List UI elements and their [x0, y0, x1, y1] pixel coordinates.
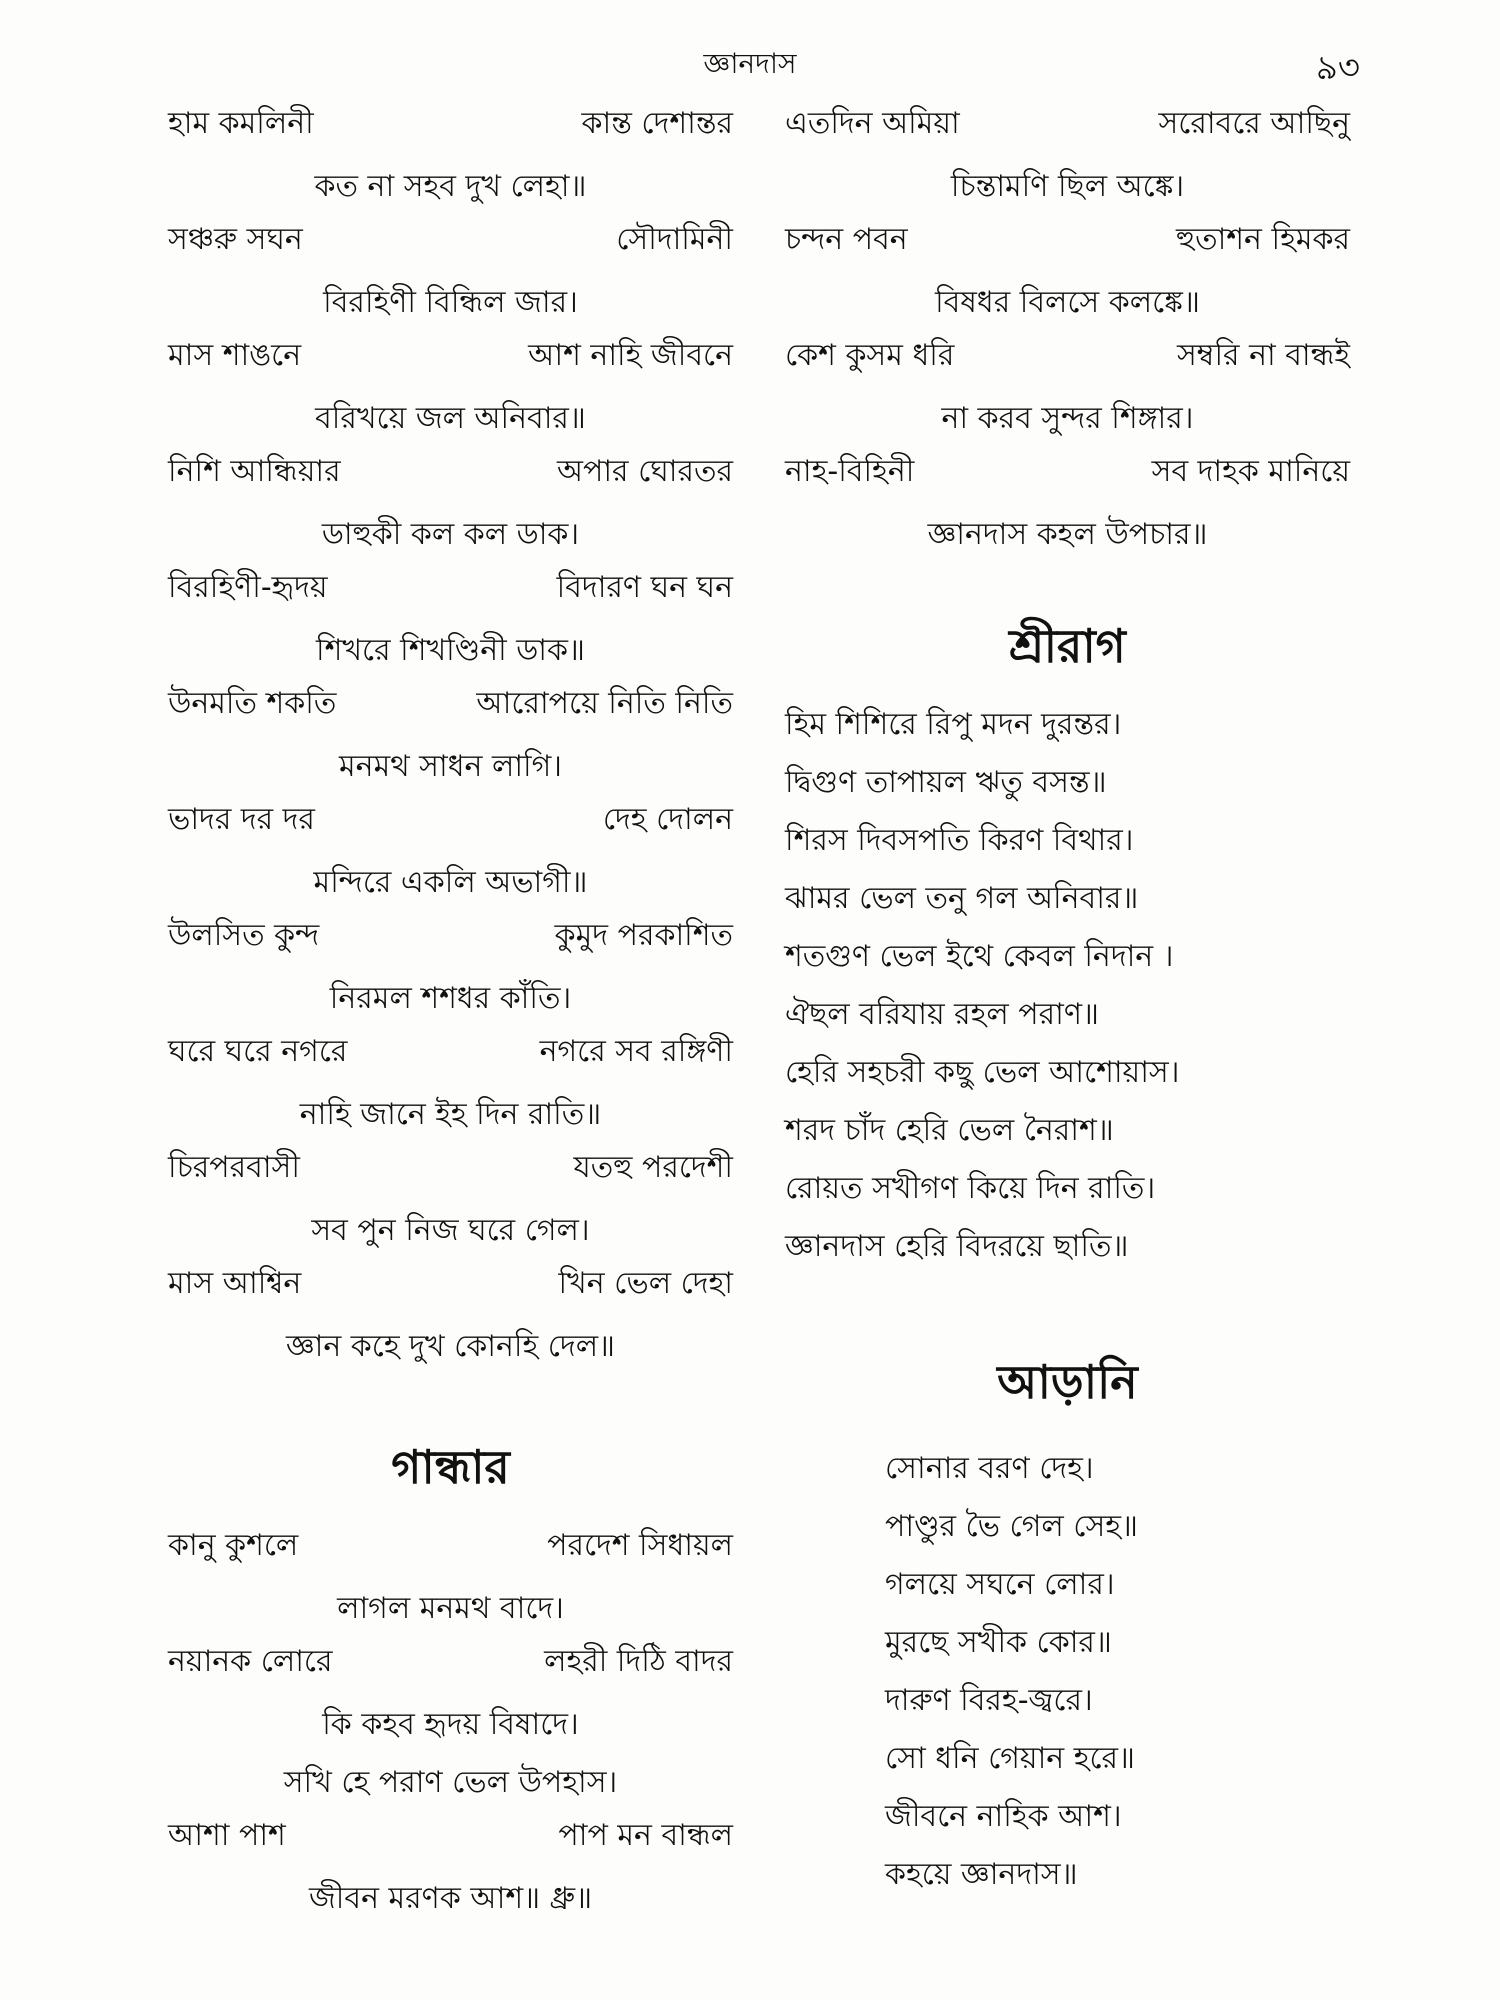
- verse-phrase: উনমতি শকতি: [168, 686, 337, 721]
- verse-line: দ্বিগুণ তাপায়ল ঋতু বসন্ত॥: [785, 765, 1107, 800]
- couplet-line: [168, 1260, 733, 1318]
- verse-phrase: বিরহিণী-হৃদয়: [168, 570, 328, 605]
- verse-line: কহয়ে জ্ঞানদাস॥: [885, 1857, 1078, 1892]
- verse-phrase: সঞ্চরু সঘন: [168, 222, 303, 257]
- verse-line: হিম শিশিরে রিপু মদন দুরন্তর।: [785, 707, 1122, 742]
- verse-phrase: আশা পাশ: [168, 1818, 286, 1853]
- refrain-line: ডাহুকী কল কল ডাক।: [321, 517, 580, 552]
- verse-phrase: লহরী দিঠি বাদর: [544, 1644, 733, 1679]
- verse-phrase: কানু কুশলে: [168, 1528, 299, 1563]
- right-column: [785, 100, 1350, 1904]
- gandhar-poem: [168, 1522, 733, 1928]
- refrain-line: সব পুন নিজ ঘরে গেল।: [311, 1213, 590, 1248]
- verse-line: শিরস দিবসপতি কিরণ বিথার।: [785, 823, 1134, 858]
- verse-line: সোনার বরণ দেহ।: [885, 1451, 1094, 1486]
- right-poem: [785, 100, 1350, 564]
- refrain-line: লাগল মনমথ বাদে।: [337, 1591, 564, 1626]
- verse-line: শতগুণ ভেল ইথে কেবল নিদান ।: [785, 939, 1174, 974]
- refrain-line: মনমথ সাধন লাগি।: [339, 749, 562, 784]
- refrain-line: চিন্তামণি ছিল অঙ্কে।: [950, 169, 1185, 204]
- couplet-line: [168, 796, 733, 854]
- couplet-line: [785, 332, 1350, 390]
- verse-phrase: কেশ কুসম ধরি: [785, 338, 955, 373]
- verse-phrase: আরোপয়ে নিতি নিতি: [476, 686, 733, 721]
- verse-line: গলয়ে সঘনে লোর।: [885, 1567, 1115, 1602]
- verse-line: সো ধনি গেয়ান হরে॥: [885, 1741, 1135, 1776]
- left-poem: [168, 100, 733, 1376]
- refrain-line: জ্ঞানদাস কহল উপচার॥: [927, 517, 1208, 552]
- verse-line: শরদ চাঁদ হেরি ভেল নৈরাশ॥: [785, 1113, 1114, 1148]
- verse-phrase: উলসিত কুন্দ: [168, 918, 320, 953]
- verse-phrase: কুমুদ পরকাশিত: [554, 918, 733, 953]
- refrain-line: কত না সহব দুখ লেহা॥: [314, 169, 587, 204]
- verse-phrase: কান্ত দেশান্তর: [581, 106, 733, 141]
- verse-line: রোয়ত সখীগণ কিয়ে দিন রাতি।: [785, 1171, 1156, 1206]
- verse-line: ঝামর ভেল তনু গল অনিবার॥: [785, 881, 1139, 916]
- couplet-line: [168, 564, 733, 622]
- couplet-line: [785, 216, 1350, 274]
- couplet-line: [168, 1638, 733, 1696]
- verse-line: ঐছল বরিযায় রহল পরাণ॥: [785, 997, 1099, 1032]
- verse-phrase: মাস শাঙনে: [168, 338, 302, 373]
- refrain-line: জ্ঞান কহে দুখ কোনহি দেল॥: [285, 1329, 616, 1364]
- verse-phrase: যতহু পরদেশী: [573, 1150, 733, 1185]
- verse-phrase: নগরে সব রঙ্গিণী: [539, 1034, 733, 1069]
- section-heading-sriraag: শ্রীরাগ: [1009, 619, 1126, 673]
- refrain-line: নাহি জানে ইহ দিন রাতি॥: [299, 1097, 602, 1132]
- verse-phrase: মাস আশ্বিন: [168, 1266, 302, 1301]
- couplet-line: [168, 912, 733, 970]
- verse-phrase: সৌদামিনী: [616, 222, 733, 257]
- verse-line: জীবনে নাহিক আশ।: [885, 1799, 1122, 1834]
- couplet-line: [168, 448, 733, 506]
- verse-phrase: এতদিন অমিয়া: [785, 106, 960, 141]
- left-column: [168, 100, 733, 1928]
- verse-phrase: দেহ দোলন: [602, 802, 733, 837]
- verse-phrase: চন্দন পবন: [785, 222, 908, 257]
- couplet-line: [168, 332, 733, 390]
- refrain-line: কি কহব হৃদয় বিষাদে।: [322, 1707, 579, 1742]
- verse-phrase: নয়ানক লোরে: [168, 1644, 333, 1679]
- verse-phrase: ঘরে ঘরে নগরে: [168, 1034, 348, 1069]
- verse-line: হেরি সহচরী কছু ভেল আশোয়াস।: [785, 1055, 1180, 1090]
- refrain-line: জীবন মরণক আশ॥ ধ্রু॥: [308, 1881, 593, 1916]
- verse-line: মুরছে সখীক কোর॥: [885, 1625, 1112, 1660]
- page-number: ৯৩: [1315, 48, 1360, 88]
- refrain-line: মন্দিরে একলি অভাগী॥: [313, 865, 588, 900]
- couplet-line: [168, 1028, 733, 1086]
- verse-phrase: বিদারণ ঘন ঘন: [556, 570, 733, 605]
- refrain-line: বরিখয়ে জল অনিবার॥: [315, 401, 586, 436]
- verse-line: পাণ্ডুর ভৈ গেল সেহ॥: [885, 1509, 1139, 1544]
- verse-phrase: পরদেশ সিধায়ল: [547, 1528, 733, 1563]
- couplet-line: [785, 100, 1350, 158]
- verse-phrase: হাম কমলিনী: [168, 106, 314, 141]
- page-header: [0, 42, 1500, 92]
- aradni-poem: [785, 1440, 1350, 1904]
- verse-phrase: চিরপরবাসী: [168, 1150, 300, 1185]
- couplet-line: [168, 100, 733, 158]
- verse-line: জ্ঞানদাস হেরি বিদরয়ে ছাতি॥: [785, 1229, 1129, 1264]
- section-heading-aradni: আড়ানি: [997, 1355, 1138, 1409]
- couplet-line: [168, 1144, 733, 1202]
- verse-phrase: ভাদর দর দর: [168, 802, 315, 837]
- chorus-line: সখি হে পরাণ ভেল উপহাস।: [283, 1765, 618, 1800]
- verse-phrase: সরোবরে আছিনু: [1158, 106, 1350, 141]
- refrain-line: বিষধর বিলসে কলঙ্কে॥: [935, 285, 1200, 320]
- verse-phrase: আশ নাহি জীবনে: [528, 338, 733, 373]
- verse-line: দারুণ বিরহ-জ্বরে।: [885, 1683, 1093, 1718]
- refrain-line: বিরহিণী বিন্ধিল জার।: [323, 285, 578, 320]
- couplet-line: [168, 1812, 733, 1870]
- couplet-line: [785, 448, 1350, 506]
- couplet-line: [168, 680, 733, 738]
- verse-phrase: নাহ-বিহিনী: [785, 454, 915, 489]
- couplet-line: [168, 1522, 733, 1580]
- refrain-line: নিরমল শশধর কাঁতি।: [329, 981, 572, 1016]
- running-title: জ্ঞানদাস: [703, 47, 797, 80]
- refrain-line: শিখরে শিখণ্ডিনী ডাক॥: [316, 633, 585, 668]
- verse-phrase: সব দাহক মানিয়ে: [1151, 454, 1350, 489]
- verse-phrase: অপার ঘোরতর: [557, 454, 733, 489]
- couplet-line: [168, 216, 733, 274]
- refrain-line: না করব সুন্দর শিঙ্গার।: [941, 401, 1194, 436]
- sriraag-poem: [785, 696, 1350, 1276]
- verse-phrase: হুতাশন হিমকর: [1175, 222, 1350, 257]
- verse-phrase: নিশি আন্ধিয়ার: [168, 454, 341, 489]
- section-heading-gandhar: গান্ধার: [391, 1440, 510, 1494]
- verse-phrase: পাপ মন বান্ধল: [558, 1818, 733, 1853]
- verse-phrase: খিন ভেল দেহা: [558, 1266, 733, 1301]
- verse-phrase: সম্বরি না বান্ধই: [1176, 338, 1350, 373]
